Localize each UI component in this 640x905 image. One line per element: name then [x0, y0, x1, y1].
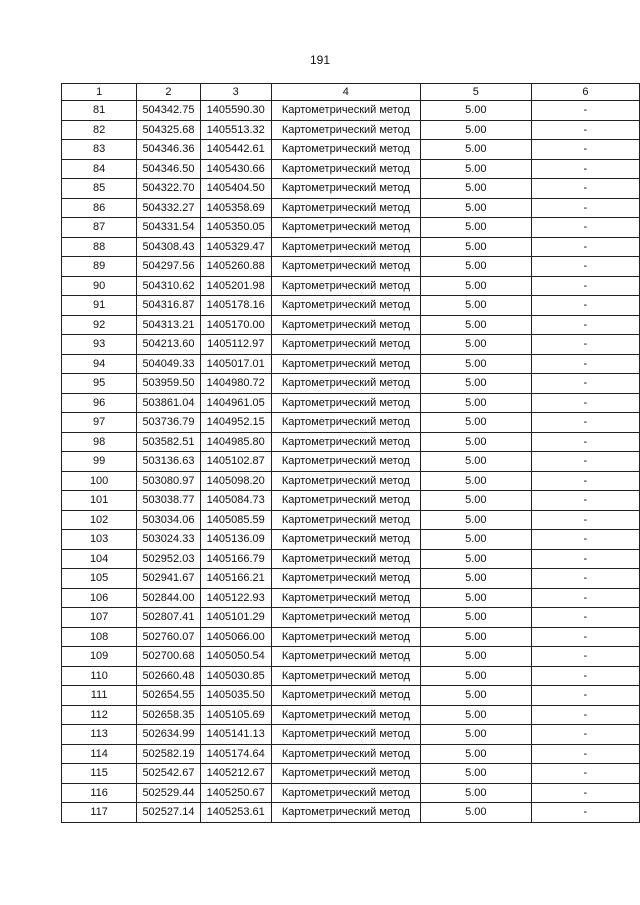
- accuracy-cell: 5.00: [420, 257, 531, 277]
- x-coordinate-cell: 503080.97: [137, 471, 200, 491]
- y-coordinate-cell: 1405085.59: [200, 510, 271, 530]
- table-row: [62, 393, 640, 413]
- note-cell: -: [531, 530, 639, 550]
- x-coordinate-cell: 504310.62: [137, 276, 200, 296]
- x-coordinate-cell: 502542.67: [137, 764, 200, 784]
- point-number-cell: 109: [62, 647, 137, 667]
- y-coordinate-cell: 1405253.61: [200, 803, 271, 823]
- y-coordinate-cell: 1405066.00: [200, 627, 271, 647]
- y-coordinate-cell: 1405122.93: [200, 588, 271, 608]
- column-header-5: 5: [420, 84, 531, 101]
- table-row: [62, 744, 640, 764]
- table-row: [62, 725, 640, 745]
- method-cell: Картометрический метод: [271, 179, 420, 199]
- point-number-cell: 96: [62, 393, 137, 413]
- point-number-cell: 89: [62, 257, 137, 277]
- y-coordinate-cell: 1405030.85: [200, 666, 271, 686]
- y-coordinate-cell: 1405101.29: [200, 608, 271, 628]
- note-cell: -: [531, 296, 639, 316]
- method-cell: Картометрический метод: [271, 647, 420, 667]
- method-cell: Картометрический метод: [271, 627, 420, 647]
- y-coordinate-cell: 1405358.69: [200, 198, 271, 218]
- coordinates-table: [61, 83, 640, 823]
- x-coordinate-cell: 503024.33: [137, 530, 200, 550]
- accuracy-cell: 5.00: [420, 569, 531, 589]
- y-coordinate-cell: 1405174.64: [200, 744, 271, 764]
- column-header-6: 6: [531, 84, 639, 101]
- x-coordinate-cell: 503582.51: [137, 432, 200, 452]
- x-coordinate-cell: 504313.21: [137, 315, 200, 335]
- y-coordinate-cell: 1405112.97: [200, 335, 271, 355]
- point-number-cell: 92: [62, 315, 137, 335]
- note-cell: -: [531, 140, 639, 160]
- note-cell: -: [531, 237, 639, 257]
- table-body: [62, 101, 640, 823]
- y-coordinate-cell: 1405590.30: [200, 101, 271, 121]
- x-coordinate-cell: 503736.79: [137, 413, 200, 433]
- y-coordinate-cell: 1405170.00: [200, 315, 271, 335]
- x-coordinate-cell: 502807.41: [137, 608, 200, 628]
- y-coordinate-cell: 1404980.72: [200, 374, 271, 394]
- note-cell: -: [531, 413, 639, 433]
- table-row: [62, 666, 640, 686]
- point-number-cell: 104: [62, 549, 137, 569]
- point-number-cell: 98: [62, 432, 137, 452]
- y-coordinate-cell: 1405166.79: [200, 549, 271, 569]
- x-coordinate-cell: 502527.14: [137, 803, 200, 823]
- y-coordinate-cell: 1405212.67: [200, 764, 271, 784]
- accuracy-cell: 5.00: [420, 413, 531, 433]
- method-cell: Картометрический метод: [271, 569, 420, 589]
- accuracy-cell: 5.00: [420, 608, 531, 628]
- column-header-4: 4: [271, 84, 420, 101]
- point-number-cell: 107: [62, 608, 137, 628]
- point-number-cell: 113: [62, 725, 137, 745]
- point-number-cell: 83: [62, 140, 137, 160]
- y-coordinate-cell: 1405035.50: [200, 686, 271, 706]
- note-cell: -: [531, 744, 639, 764]
- table-row: [62, 764, 640, 784]
- note-cell: -: [531, 491, 639, 511]
- point-number-cell: 110: [62, 666, 137, 686]
- table-row: [62, 452, 640, 472]
- method-cell: Картометрический метод: [271, 549, 420, 569]
- x-coordinate-cell: 502700.68: [137, 647, 200, 667]
- table-row: [62, 276, 640, 296]
- point-number-cell: 101: [62, 491, 137, 511]
- table-row: [62, 315, 640, 335]
- point-number-cell: 99: [62, 452, 137, 472]
- method-cell: Картометрический метод: [271, 374, 420, 394]
- accuracy-cell: 5.00: [420, 783, 531, 803]
- y-coordinate-cell: 1405201.98: [200, 276, 271, 296]
- note-cell: -: [531, 549, 639, 569]
- x-coordinate-cell: 504316.87: [137, 296, 200, 316]
- x-coordinate-cell: 504325.68: [137, 120, 200, 140]
- note-cell: -: [531, 725, 639, 745]
- note-cell: -: [531, 510, 639, 530]
- column-header-3: 3: [200, 84, 271, 101]
- method-cell: Картометрический метод: [271, 276, 420, 296]
- accuracy-cell: 5.00: [420, 237, 531, 257]
- point-number-cell: 103: [62, 530, 137, 550]
- note-cell: -: [531, 588, 639, 608]
- note-cell: -: [531, 335, 639, 355]
- table-row: [62, 510, 640, 530]
- accuracy-cell: 5.00: [420, 627, 531, 647]
- x-coordinate-cell: 504342.75: [137, 101, 200, 121]
- accuracy-cell: 5.00: [420, 335, 531, 355]
- method-cell: Картометрический метод: [271, 296, 420, 316]
- table-row: [62, 179, 640, 199]
- x-coordinate-cell: 504308.43: [137, 237, 200, 257]
- table-header-row: [62, 84, 640, 101]
- note-cell: -: [531, 101, 639, 121]
- note-cell: -: [531, 803, 639, 823]
- table-row: [62, 686, 640, 706]
- point-number-cell: 94: [62, 354, 137, 374]
- x-coordinate-cell: 502941.67: [137, 569, 200, 589]
- y-coordinate-cell: 1405084.73: [200, 491, 271, 511]
- accuracy-cell: 5.00: [420, 530, 531, 550]
- method-cell: Картометрический метод: [271, 530, 420, 550]
- y-coordinate-cell: 1405329.47: [200, 237, 271, 257]
- accuracy-cell: 5.00: [420, 120, 531, 140]
- column-header-1: 1: [62, 84, 137, 101]
- method-cell: Картометрический метод: [271, 705, 420, 725]
- method-cell: Картометрический метод: [271, 393, 420, 413]
- x-coordinate-cell: 502658.35: [137, 705, 200, 725]
- table-row: [62, 803, 640, 823]
- note-cell: -: [531, 608, 639, 628]
- method-cell: Картометрический метод: [271, 354, 420, 374]
- table-row: [62, 120, 640, 140]
- note-cell: -: [531, 705, 639, 725]
- y-coordinate-cell: 1405404.50: [200, 179, 271, 199]
- x-coordinate-cell: 504322.70: [137, 179, 200, 199]
- accuracy-cell: 5.00: [420, 686, 531, 706]
- table-row: [62, 374, 640, 394]
- table-row: [62, 335, 640, 355]
- method-cell: Картометрический метод: [271, 198, 420, 218]
- point-number-cell: 82: [62, 120, 137, 140]
- y-coordinate-cell: 1405430.66: [200, 159, 271, 179]
- method-cell: Картометрический метод: [271, 608, 420, 628]
- note-cell: -: [531, 783, 639, 803]
- accuracy-cell: 5.00: [420, 276, 531, 296]
- x-coordinate-cell: 502654.55: [137, 686, 200, 706]
- y-coordinate-cell: 1405178.16: [200, 296, 271, 316]
- x-coordinate-cell: 504346.36: [137, 140, 200, 160]
- table-row: [62, 237, 640, 257]
- method-cell: Картометрический метод: [271, 413, 420, 433]
- note-cell: -: [531, 432, 639, 452]
- method-cell: Картометрический метод: [271, 335, 420, 355]
- accuracy-cell: 5.00: [420, 159, 531, 179]
- y-coordinate-cell: 1405102.87: [200, 452, 271, 472]
- method-cell: Картометрический метод: [271, 218, 420, 238]
- point-number-cell: 97: [62, 413, 137, 433]
- table-row: [62, 549, 640, 569]
- note-cell: -: [531, 666, 639, 686]
- x-coordinate-cell: 503038.77: [137, 491, 200, 511]
- method-cell: Картометрический метод: [271, 257, 420, 277]
- note-cell: -: [531, 315, 639, 335]
- table-row: [62, 627, 640, 647]
- accuracy-cell: 5.00: [420, 354, 531, 374]
- table-row: [62, 159, 640, 179]
- method-cell: Картометрический метод: [271, 783, 420, 803]
- accuracy-cell: 5.00: [420, 510, 531, 530]
- method-cell: Картометрический метод: [271, 101, 420, 121]
- y-coordinate-cell: 1404961.05: [200, 393, 271, 413]
- point-number-cell: 114: [62, 744, 137, 764]
- accuracy-cell: 5.00: [420, 296, 531, 316]
- accuracy-cell: 5.00: [420, 315, 531, 335]
- table-row: [62, 608, 640, 628]
- note-cell: -: [531, 198, 639, 218]
- point-number-cell: 102: [62, 510, 137, 530]
- point-number-cell: 105: [62, 569, 137, 589]
- x-coordinate-cell: 502529.44: [137, 783, 200, 803]
- accuracy-cell: 5.00: [420, 374, 531, 394]
- note-cell: -: [531, 354, 639, 374]
- accuracy-cell: 5.00: [420, 705, 531, 725]
- accuracy-cell: 5.00: [420, 218, 531, 238]
- x-coordinate-cell: 504332.27: [137, 198, 200, 218]
- y-coordinate-cell: 1404985.80: [200, 432, 271, 452]
- point-number-cell: 115: [62, 764, 137, 784]
- x-coordinate-cell: 504213.60: [137, 335, 200, 355]
- method-cell: Картометрический метод: [271, 686, 420, 706]
- accuracy-cell: 5.00: [420, 452, 531, 472]
- x-coordinate-cell: 502660.48: [137, 666, 200, 686]
- method-cell: Картометрический метод: [271, 471, 420, 491]
- point-number-cell: 86: [62, 198, 137, 218]
- accuracy-cell: 5.00: [420, 647, 531, 667]
- table-row: [62, 530, 640, 550]
- y-coordinate-cell: 1405098.20: [200, 471, 271, 491]
- table-row: [62, 140, 640, 160]
- y-coordinate-cell: 1405141.13: [200, 725, 271, 745]
- note-cell: -: [531, 471, 639, 491]
- accuracy-cell: 5.00: [420, 744, 531, 764]
- table-row: [62, 218, 640, 238]
- point-number-cell: 100: [62, 471, 137, 491]
- note-cell: -: [531, 764, 639, 784]
- note-cell: -: [531, 374, 639, 394]
- method-cell: Картометрический метод: [271, 588, 420, 608]
- note-cell: -: [531, 120, 639, 140]
- table-row: [62, 257, 640, 277]
- table-row: [62, 569, 640, 589]
- x-coordinate-cell: 503861.04: [137, 393, 200, 413]
- accuracy-cell: 5.00: [420, 549, 531, 569]
- note-cell: -: [531, 686, 639, 706]
- method-cell: Картометрический метод: [271, 510, 420, 530]
- point-number-cell: 108: [62, 627, 137, 647]
- point-number-cell: 91: [62, 296, 137, 316]
- x-coordinate-cell: 503959.50: [137, 374, 200, 394]
- method-cell: Картометрический метод: [271, 666, 420, 686]
- x-coordinate-cell: 503034.06: [137, 510, 200, 530]
- point-number-cell: 81: [62, 101, 137, 121]
- table-row: [62, 705, 640, 725]
- note-cell: -: [531, 257, 639, 277]
- note-cell: -: [531, 218, 639, 238]
- table-row: [62, 198, 640, 218]
- method-cell: Картометрический метод: [271, 744, 420, 764]
- point-number-cell: 117: [62, 803, 137, 823]
- accuracy-cell: 5.00: [420, 588, 531, 608]
- y-coordinate-cell: 1405166.21: [200, 569, 271, 589]
- x-coordinate-cell: 502952.03: [137, 549, 200, 569]
- point-number-cell: 85: [62, 179, 137, 199]
- method-cell: Картометрический метод: [271, 315, 420, 335]
- note-cell: -: [531, 452, 639, 472]
- point-number-cell: 87: [62, 218, 137, 238]
- table-row: [62, 101, 640, 121]
- x-coordinate-cell: 504331.54: [137, 218, 200, 238]
- point-number-cell: 84: [62, 159, 137, 179]
- accuracy-cell: 5.00: [420, 725, 531, 745]
- point-number-cell: 112: [62, 705, 137, 725]
- y-coordinate-cell: 1405350.05: [200, 218, 271, 238]
- y-coordinate-cell: 1404952.15: [200, 413, 271, 433]
- point-number-cell: 106: [62, 588, 137, 608]
- method-cell: Картометрический метод: [271, 159, 420, 179]
- point-number-cell: 93: [62, 335, 137, 355]
- y-coordinate-cell: 1405250.67: [200, 783, 271, 803]
- method-cell: Картометрический метод: [271, 120, 420, 140]
- x-coordinate-cell: 504346.50: [137, 159, 200, 179]
- accuracy-cell: 5.00: [420, 491, 531, 511]
- table-row: [62, 471, 640, 491]
- column-header-2: 2: [137, 84, 200, 101]
- y-coordinate-cell: 1405513.32: [200, 120, 271, 140]
- table-row: [62, 432, 640, 452]
- accuracy-cell: 5.00: [420, 471, 531, 491]
- accuracy-cell: 5.00: [420, 764, 531, 784]
- y-coordinate-cell: 1405050.54: [200, 647, 271, 667]
- accuracy-cell: 5.00: [420, 666, 531, 686]
- page-number: 191: [309, 53, 331, 67]
- accuracy-cell: 5.00: [420, 198, 531, 218]
- point-number-cell: 95: [62, 374, 137, 394]
- x-coordinate-cell: 504297.56: [137, 257, 200, 277]
- note-cell: -: [531, 569, 639, 589]
- method-cell: Картометрический метод: [271, 803, 420, 823]
- table-row: [62, 413, 640, 433]
- point-number-cell: 116: [62, 783, 137, 803]
- table-row: [62, 491, 640, 511]
- y-coordinate-cell: 1405260.88: [200, 257, 271, 277]
- accuracy-cell: 5.00: [420, 803, 531, 823]
- method-cell: Картометрический метод: [271, 432, 420, 452]
- table-row: [62, 588, 640, 608]
- method-cell: Картометрический метод: [271, 452, 420, 472]
- x-coordinate-cell: 502634.99: [137, 725, 200, 745]
- x-coordinate-cell: 502844.00: [137, 588, 200, 608]
- x-coordinate-cell: 504049.33: [137, 354, 200, 374]
- note-cell: -: [531, 647, 639, 667]
- table-row: [62, 783, 640, 803]
- note-cell: -: [531, 179, 639, 199]
- accuracy-cell: 5.00: [420, 432, 531, 452]
- table-row: [62, 647, 640, 667]
- point-number-cell: 111: [62, 686, 137, 706]
- accuracy-cell: 5.00: [420, 179, 531, 199]
- note-cell: -: [531, 393, 639, 413]
- accuracy-cell: 5.00: [420, 140, 531, 160]
- method-cell: Картометрический метод: [271, 237, 420, 257]
- accuracy-cell: 5.00: [420, 101, 531, 121]
- accuracy-cell: 5.00: [420, 393, 531, 413]
- point-number-cell: 88: [62, 237, 137, 257]
- note-cell: -: [531, 627, 639, 647]
- y-coordinate-cell: 1405017.01: [200, 354, 271, 374]
- y-coordinate-cell: 1405442.61: [200, 140, 271, 160]
- y-coordinate-cell: 1405136.09: [200, 530, 271, 550]
- x-coordinate-cell: 503136.63: [137, 452, 200, 472]
- note-cell: -: [531, 276, 639, 296]
- x-coordinate-cell: 502582.19: [137, 744, 200, 764]
- point-number-cell: 90: [62, 276, 137, 296]
- note-cell: -: [531, 159, 639, 179]
- x-coordinate-cell: 502760.07: [137, 627, 200, 647]
- method-cell: Картометрический метод: [271, 140, 420, 160]
- method-cell: Картометрический метод: [271, 764, 420, 784]
- y-coordinate-cell: 1405105.69: [200, 705, 271, 725]
- method-cell: Картометрический метод: [271, 725, 420, 745]
- table-row: [62, 354, 640, 374]
- table-row: [62, 296, 640, 316]
- method-cell: Картометрический метод: [271, 491, 420, 511]
